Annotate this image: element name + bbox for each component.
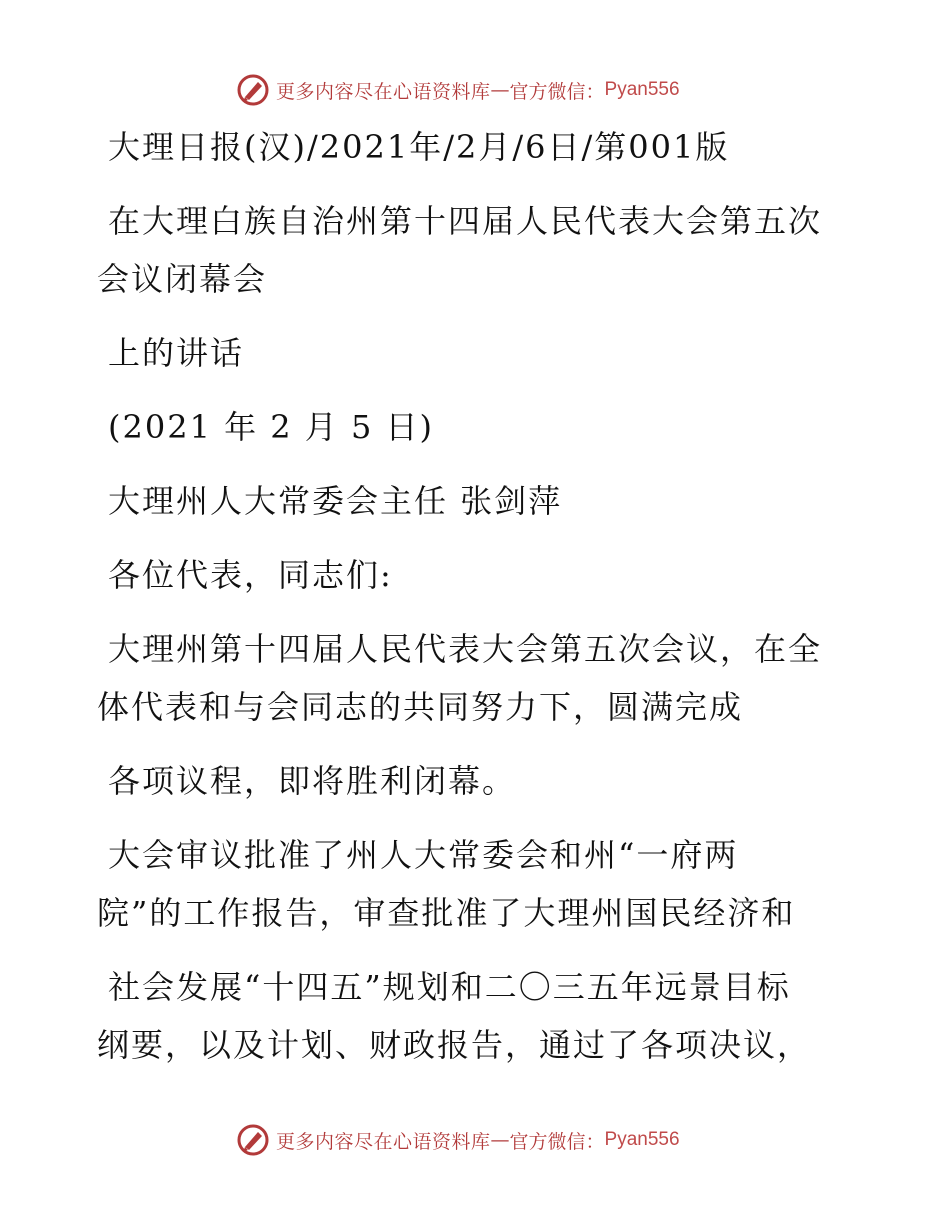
para1-line-2: 体代表和与会同志的共同努力下，圆满完成 [97,688,744,726]
pen-circle-logo-icon [236,73,270,107]
watermark-separator: — [490,1129,510,1151]
date-line: (2021 年 2 月 5 日) [108,408,434,446]
para2-line-2: 院”的工作报告，审查批准了大理州国民经济和 [97,894,796,932]
para2-line-1: 大会审议批准了州人大常委会和州“一府两 [108,836,739,874]
para1-line-1: 大理州第十四届人民代表大会第五次会议，在全 [108,630,823,668]
watermark-banner-bottom [236,1123,680,1157]
author-line: 大理州人大常委会主任 张剑萍 [108,482,563,520]
watermark-wechat-id: Pyan556 [604,79,680,100]
watermark-banner-top [236,73,680,107]
watermark-wechat-id: Pyan556 [604,1129,680,1150]
title-line-3: 上的讲话 [108,334,245,372]
watermark-separator: — [490,79,510,101]
watermark-wechat-label: 官方微信： [509,1130,605,1153]
para1-line-3: 各项议程，即将胜利闭幕。 [108,762,517,800]
pen-circle-logo-icon [236,1123,270,1157]
watermark-main-text: 更多内容尽在心语资料库 [276,1130,491,1153]
source-line: 大理日报(汉)/2021年/2月/6日/第001版 [108,128,730,166]
title-line-1: 在大理白族自治州第十四届人民代表大会第五次 [108,202,823,240]
para2-line-3: 社会发展“十四五”规划和二〇三五年远景目标 [108,968,791,1006]
salutation: 各位代表，同志们: [108,556,393,594]
watermark-wechat-label: 官方微信： [509,80,605,103]
title-line-2: 会议闭幕会 [97,260,268,298]
watermark-main-text: 更多内容尽在心语资料库 [276,80,491,103]
para2-line-4: 纲要，以及计划、财政报告，通过了各项决议， [97,1026,812,1064]
